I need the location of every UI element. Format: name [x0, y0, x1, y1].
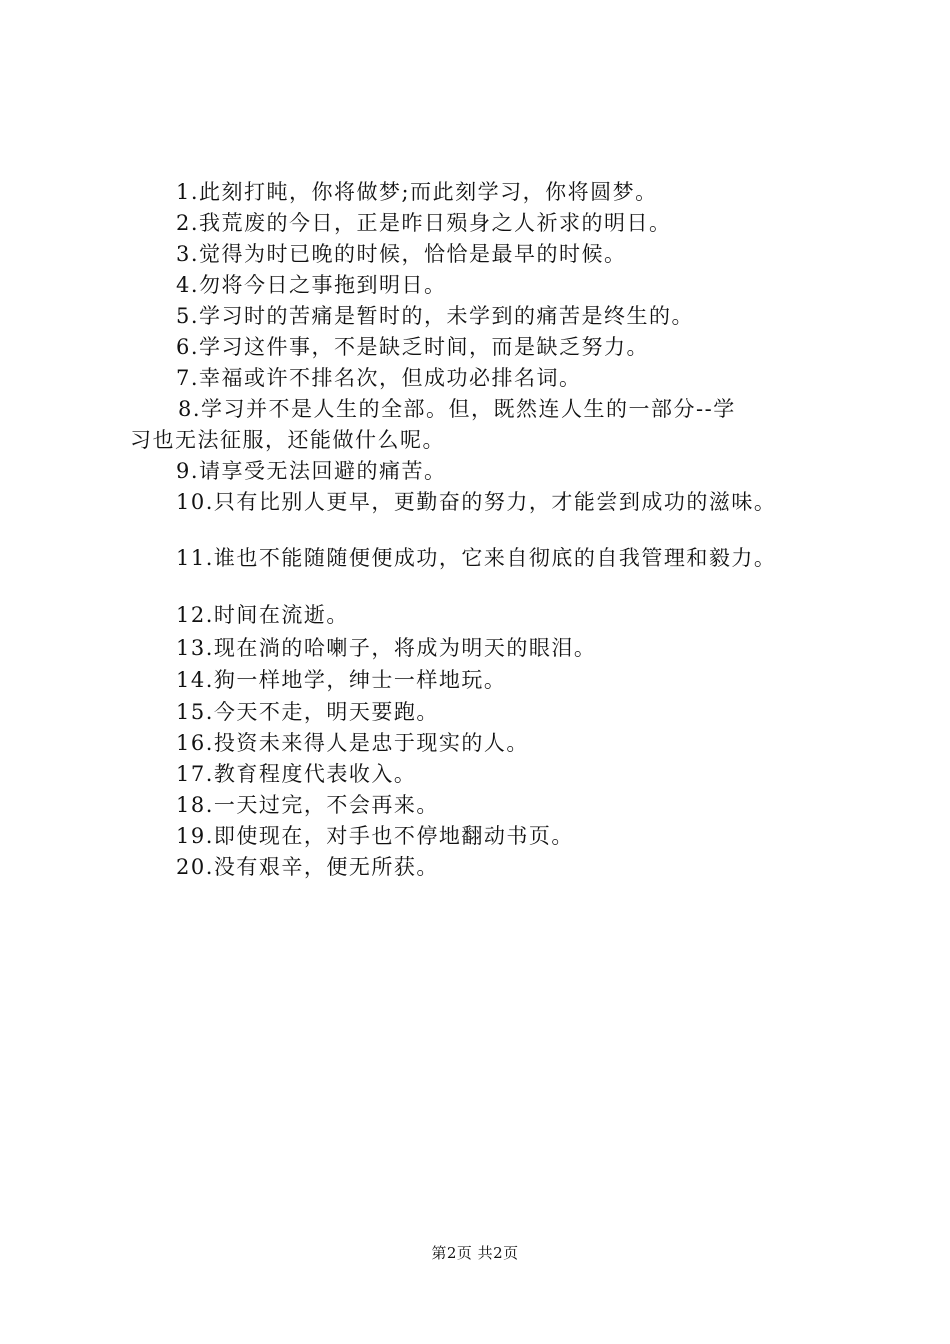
list-item: 14.狗一样地学，绅士一样地玩。	[176, 668, 507, 692]
list-item: 3.觉得为时已晚的时候，恰恰是最早的时候。	[176, 242, 627, 266]
list-item: 16.投资未来得人是忠于现实的人。	[176, 731, 529, 755]
list-item: 11.谁也不能随随便便成功，它来自彻底的自我管理和毅力。	[176, 546, 777, 570]
list-item: 18.一天过完，不会再来。	[176, 793, 439, 817]
list-item: 12.时间在流逝。	[176, 603, 349, 627]
page-footer	[0, 1242, 950, 1263]
list-item: 15.今天不走，明天要跑。	[176, 700, 439, 724]
list-item: 20.没有艰辛，便无所获。	[176, 855, 439, 879]
list-item: 8.学习并不是人生的全部。但，既然连人生的一部分--学	[178, 397, 736, 421]
list-item: 6.学习这件事，不是缺乏时间，而是缺乏努力。	[176, 335, 650, 359]
page-number-label: 第2页 共2页	[431, 1244, 519, 1262]
list-item: 2.我荒废的今日，正是昨日殒身之人祈求的明日。	[176, 211, 672, 235]
list-item: 17.教育程度代表收入。	[176, 762, 417, 786]
list-item: 19.即使现在，对手也不停地翻动书页。	[176, 824, 574, 848]
list-item: 7.幸福或许不排名次，但成功必排名词。	[176, 366, 582, 390]
list-item: 5.学习时的苦痛是暂时的，未学到的痛苦是终生的。	[176, 304, 695, 328]
list-item: 1.此刻打盹，你将做梦;而此刻学习，你将圆梦。	[176, 180, 658, 204]
list-item: 9.请享受无法回避的痛苦。	[176, 459, 447, 483]
list-item: 10.只有比别人更早，更勤奋的努力，才能尝到成功的滋味。	[176, 490, 777, 514]
list-item: 13.现在淌的哈喇子，将成为明天的眼泪。	[176, 636, 597, 660]
list-item: 4.勿将今日之事拖到明日。	[176, 273, 447, 297]
list-item-continuation: 习也无法征服，还能做什么呢。	[130, 428, 445, 452]
